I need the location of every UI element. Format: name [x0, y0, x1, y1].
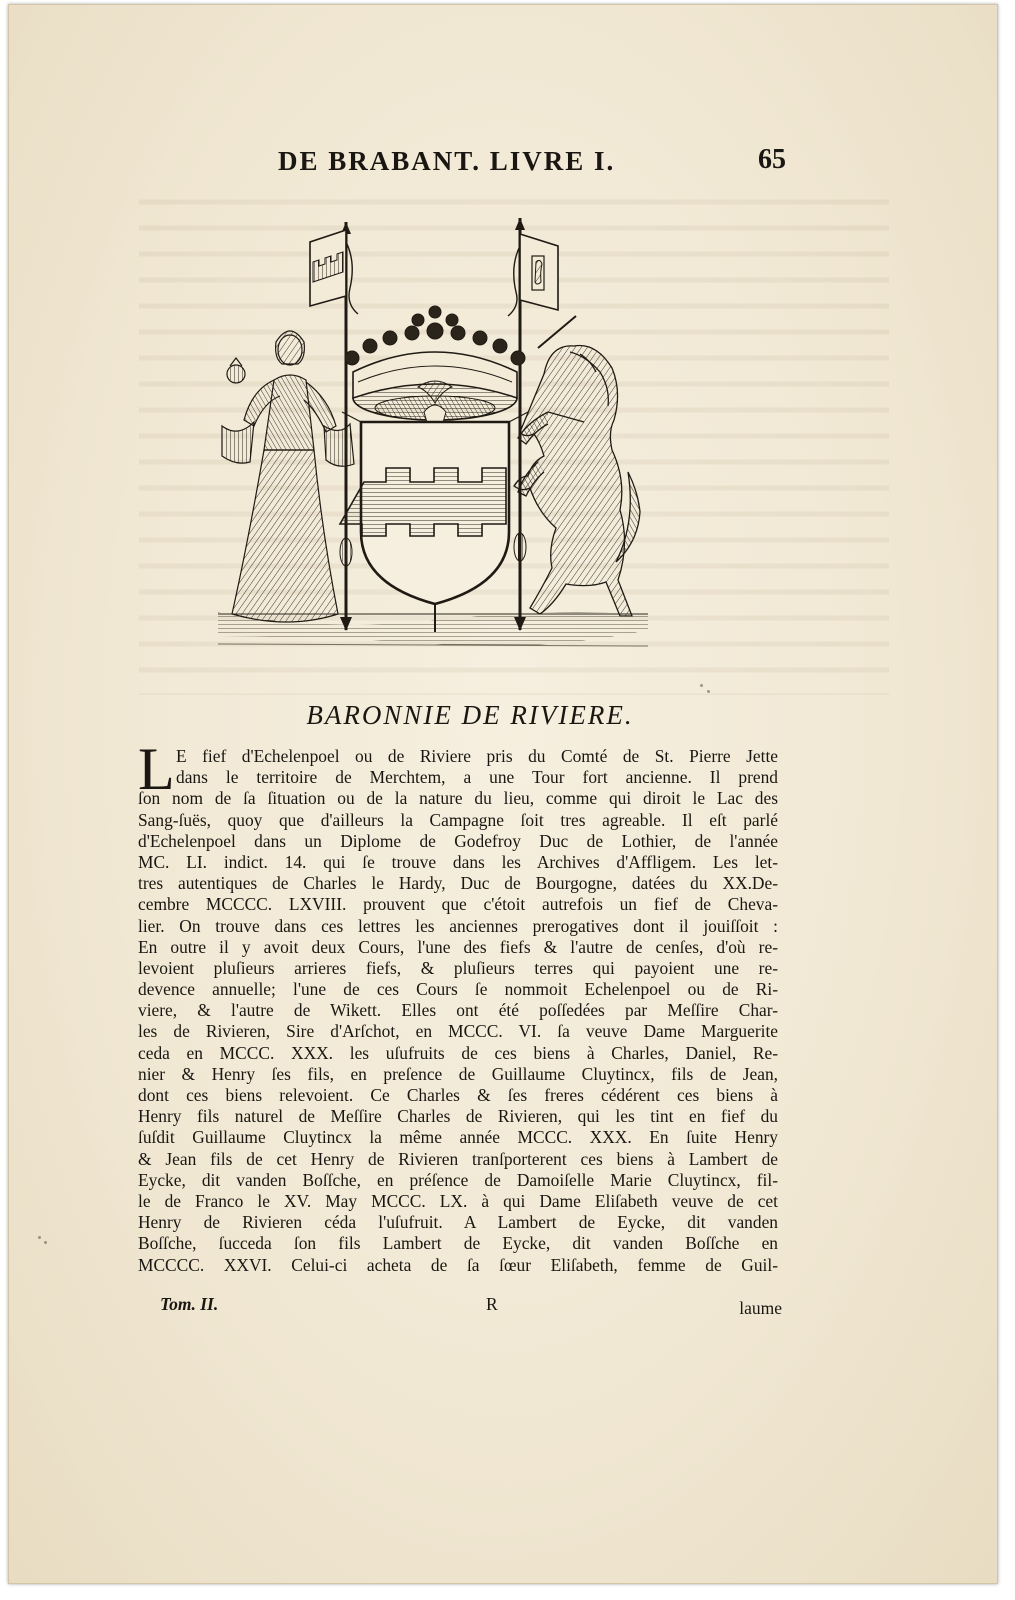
volume-mark: Tom. II. [160, 1294, 219, 1314]
page-footer [150, 1294, 782, 1318]
text-line: E fief d'Echelenpoel ou de Riviere pris du Comté de St. Pierre Jette [176, 746, 778, 766]
text-line: Henry fils naturel de Meſſire Charles de Rivieren, qui les tint en fief du [138, 1106, 778, 1127]
text-line: cembre MCCCC. LXVIII. prouvent que c'étoit autrefois un fief de Cheva- [138, 894, 778, 915]
text-line: viere, & l'autre de Wikett. Elles ont été poſſedées par Meſſire Char- [138, 1000, 778, 1021]
text-line: ſon nom de ſa ſituation ou de la nature du lieu, comme qui diroit le Lac des [138, 788, 778, 809]
text-line: dont ces biens relevoient. Ce Charles & ſes freres cédérent ces biens à [138, 1085, 778, 1105]
text-line: devence annuelle; l'une de ces Cours ſe nommoit Echelenpoel ou de Ri- [138, 979, 778, 1000]
text-line: le de Franco le XV. May MCCC. LX. à qui Dame Eliſabeth veuve de cet [138, 1190, 778, 1211]
text-line: En outre il y avoit deux Cours, l'une des fiefs & l'autre de cenſes, d'où re- [138, 936, 778, 957]
text-line: les de Rivieren, Sire d'Arſchot, en MCCC. VI. ſa veuve Dame Marguerite [138, 1021, 778, 1042]
signature-mark: R [486, 1294, 498, 1314]
text-line: lier. On trouve dans ces lettres les anciennes prerogatives dont il jouiſſoit : [138, 915, 778, 936]
text-line: Boſſche, ſucceda ſon fils Lambert de Eycke, dit vanden Boſſche en [138, 1233, 778, 1254]
section-title: BARONNIE DE RIVIERE. [306, 700, 634, 730]
text-line: levoient pluſieurs arrieres fiefs, & pluſieurs terres qui payoient une re- [138, 957, 778, 978]
text-line: dans le territoire de Merchtem, a une Tour fort ancienne. Il prend [176, 767, 778, 788]
text-line: ceda en MCCC. XXX. les uſufruits de ces biens à Charles, Daniel, Re- [138, 1042, 778, 1063]
page-number: 65 [758, 144, 786, 175]
running-title: DE BRABANT. LIVRE I. [278, 146, 616, 176]
text-line: nier & Henry ſes fils, en preſence de Guillaume Cluytincx, fils de Jean, [138, 1063, 778, 1084]
text-line: & Jean fils de cet Henry de Rivieren tranſporterent ces biens à Lambert de [138, 1148, 778, 1169]
text-line: MCCCC. XXVI. Celui-ci acheta de ſa ſœur Eliſabeth, femme de Guil- [138, 1254, 778, 1275]
text-line: Eycke, dit vanden Boſſche, en préſence de Damoiſelle Marie Cluytincx, fil- [138, 1169, 778, 1190]
text-line: ſuſdit Guillaume Cluytincx la même année MCCC. XXX. En ſuite Henry [138, 1127, 778, 1148]
text-line: d'Echelenpoel dans un Diplome de Godefroy Duc de Lothier, de l'année [138, 830, 778, 851]
text-line: tres autentiques de Charles le Hardy, Duc de Bourgogne, datées du XX.De- [138, 873, 778, 894]
text-lines [138, 736, 778, 1276]
body-text [138, 736, 778, 1276]
text-line: Henry de Rivieren céda l'uſufruit. A Lambert de Eycke, dit vanden [138, 1212, 778, 1233]
drop-cap: L [138, 736, 175, 802]
text-line: Sang-ſuës, quoy que d'ailleurs la Campagne ſoit tres agreable. Il eſt parlé [138, 809, 778, 830]
text-line: MC. LI. indict. 14. qui ſe trouve dans les Archives d'Affligem. Les let- [138, 851, 778, 872]
coat-of-arms-engraving-icon [218, 212, 652, 660]
running-head [270, 142, 790, 182]
catchword: laume [739, 1298, 782, 1318]
